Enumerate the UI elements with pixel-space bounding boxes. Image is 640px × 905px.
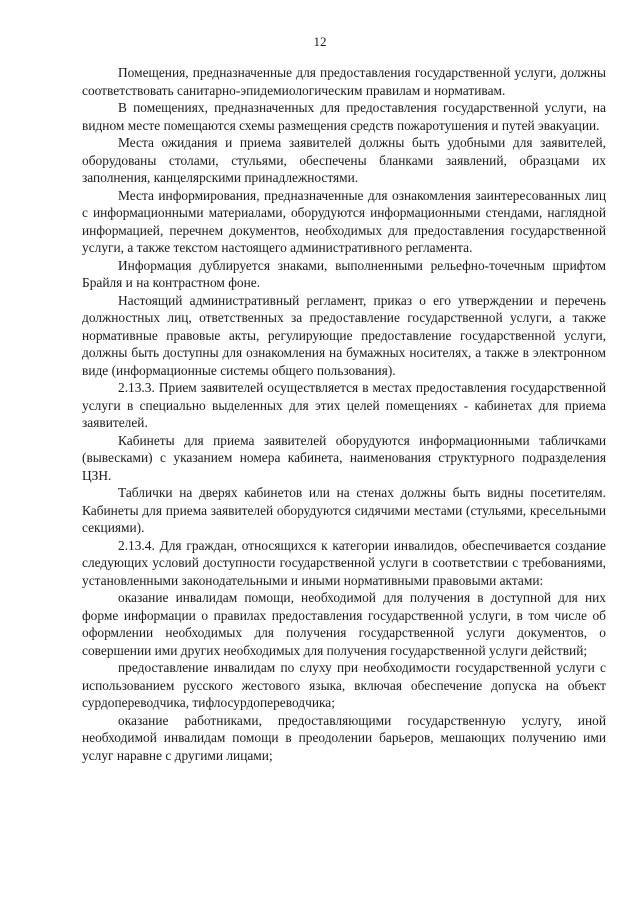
document-body bbox=[82, 64, 606, 764]
paragraph: Помещения, предназначенные для предоставления государственной услуги, должны соответствовать санитарно-эпидемиологическим правилам и нормативам. bbox=[82, 65, 606, 98]
paragraph: предоставление инвалидам по слуху при необходимости государственной услуги с использованием русского жестового языка, включая обеспечение допуска на объект сурдопереводчика, тифлосурдопереводчика; bbox=[82, 660, 606, 710]
paragraph: оказание работниками, предоставляющими государственную услугу, иной необходимой инвалидам помощи в преодолении барьеров, мешающих получению ими услуг наравне с другими лицами; bbox=[82, 712, 606, 763]
paragraph: Информация дублируется знаками, выполненными рельефно-точечным шрифтом Брайля и на контрастном фоне. bbox=[82, 257, 606, 290]
paragraph: Таблички на дверях кабинетов или на стенах должны быть видны посетителям. Кабинеты для приема заявителей оборудуются сидячими местами (стульями, кресельными секциями). bbox=[82, 485, 606, 535]
paragraph: В помещениях, предназначенных для предоставления государственной услуги, на видном месте помещаются схемы размещения средств пожаротушения и путей эвакуации. bbox=[82, 100, 606, 133]
paragraph: Настоящий административный регламент, приказ о его утверждении и перечень должностных лиц, ответственных за предоставление государственной услуги, а также нормативные правовые акты, регулирующие предоставление государственной услуги, должны быть доступны для ознакомления на бумажных носителях, а также в электронном виде (информационные системы общего пользования). bbox=[82, 292, 606, 378]
paragraph: 2.13.3. Прием заявителей осуществляется в местах предоставления государственной услуги в специально выделенных для этих целей помещениях - кабинетах для приема заявителей. bbox=[82, 380, 606, 430]
page-number: 12 bbox=[313, 34, 327, 49]
paragraph: оказание инвалидам помощи, необходимой для получения в доступной для них форме информации о правилах предоставления государственной услуги, в том числе об оформлении необходимых для получения государственной услуги документов, о совершении ими других необходимых для получения государственной услуги действий; bbox=[82, 590, 606, 658]
paragraph: 2.13.4. Для граждан, относящихся к категории инвалидов, обеспечивается создание следующих условий доступности государственной услуги в соответствии с требованиями, установленными законодательными и иными нормативными правовыми актами: bbox=[82, 537, 606, 588]
paragraph: Места ожидания и приема заявителей должны быть удобными для заявителей, оборудованы столами, стульями, обеспечены бланками заявлений, образцами их заполнения, канцелярскими принадлежностями. bbox=[82, 135, 606, 185]
paragraph: Кабинеты для приема заявителей оборудуются информационными табличками (вывесками) с указанием номера кабинета, наименования структурного подразделения ЦЗН. bbox=[82, 432, 606, 483]
paragraph: Места информирования, предназначенные для ознакомления заинтересованных лиц с информационными материалами, оборудуются информационными стендами, наглядной информацией, перечнем документов, необходимых для предоставления государственной услуги, а также текстом настоящего административного регламента. bbox=[82, 187, 606, 255]
